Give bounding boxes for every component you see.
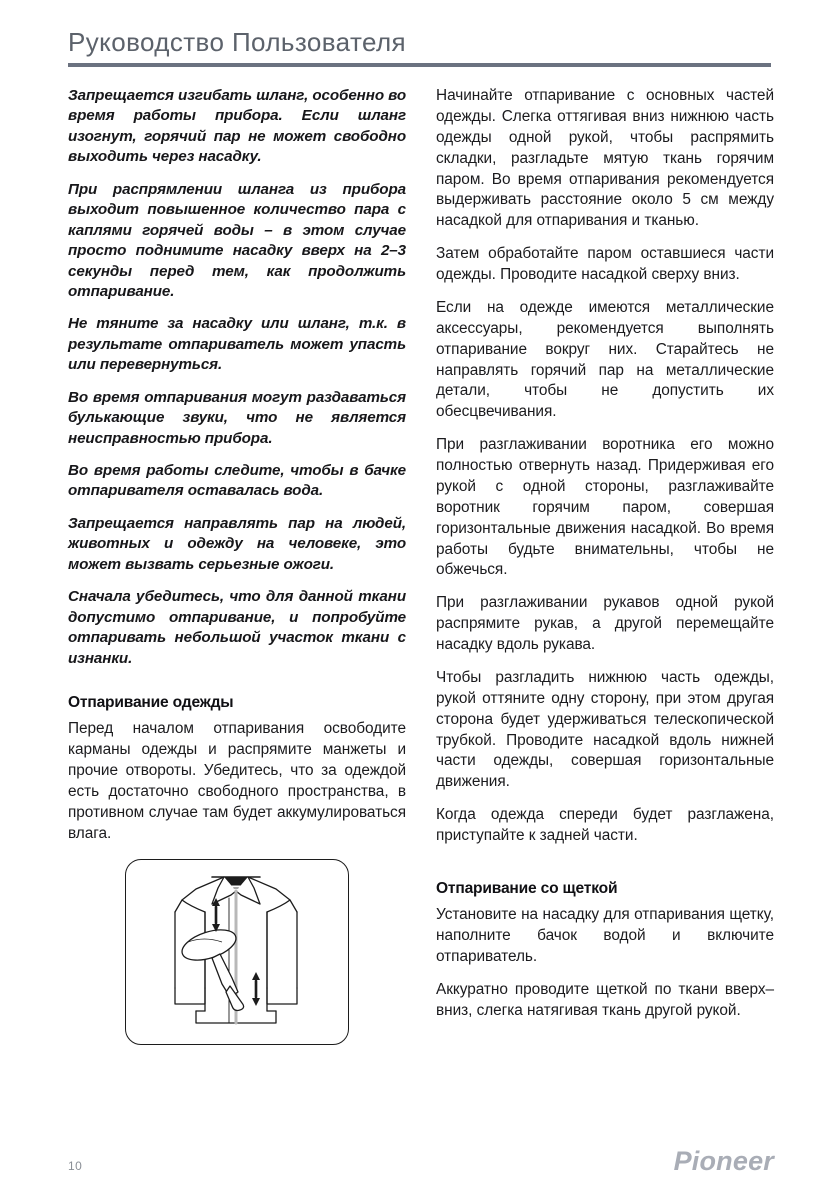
- body-paragraph: Чтобы разгладить нижнюю часть одежды, рукой оттяните одну сторону, при этом другая сторона будет удерживаться телескопической трубкой. Проводите насадкой вдоль нижней части одежды, совершая горизонтальные движения.: [436, 668, 774, 791]
- body-paragraph: Перед началом отпаривания освободите карманы одежды и распрямите манжеты и прочие отвороты. Убедитесь, что за одеждой есть достаточно свободного пространства, в противном случае там будет аккумулироваться влага.: [68, 720, 406, 842]
- body-paragraph: Когда одежда спереди будет разглажена, приступайте к задней части.: [436, 806, 774, 844]
- content-columns: [68, 86, 774, 1045]
- body-paragraph: Установите на насадку для отпаривания щетку, наполните бачок водой и включите отпариватель.: [436, 906, 774, 966]
- page-number: 10: [68, 1159, 83, 1173]
- shirt-steaming-icon: [126, 860, 347, 1043]
- body-paragraph: Начинайте отпаривание с основных частей одежды. Слегка оттягивая вниз нижнюю часть одежды одной рукой, чтобы распрямить складки, разгладьте мятую ткань горячим паром. Во время отпаривания рекомендуется выдерживать расстояние около 5 см между насадкой для отпаривания и тканью.: [436, 87, 774, 230]
- section-heading-clothes-steaming: Отпаривание одежды: [68, 693, 234, 711]
- body-paragraph: Если на одежде имеются металлические аксессуары, рекомендуется выполнять отпаривание вокруг них. Старайтесь не направлять горячий пар на металлические детали, чтобы не допустить их обесцвечивания.: [436, 298, 774, 421]
- left-column: [68, 86, 406, 1045]
- figure-container: [68, 859, 406, 1045]
- warning-paragraph: При распрямлении шланга из прибора выходит повышенное количество пара с каплями горячей воды – в этом случае просто поднимите насадку вверх на 2–3 секунды перед тем, как продолжить отпаривание.: [68, 180, 406, 300]
- warning-paragraph: Запрещается изгибать шланг, особенно во время работы прибора. Если шланг изогнут, горячий пар не может свободно выходить через насадку.: [68, 87, 406, 166]
- header-divider: [68, 63, 771, 67]
- page-footer: [68, 1146, 774, 1177]
- body-paragraph: При разглаживании воротника его можно полностью отвернуть назад. Придерживая его рукой с одной стороны, разглаживайте воротник горячим паром, совершая горизонтальные движения насадкой. Во время работы будьте внимательны, чтобы не обжечься.: [436, 436, 774, 579]
- body-paragraph: При разглаживании рукавов одной рукой распрямите рукав, а другой перемещайте насадку вдоль рукава.: [436, 594, 774, 653]
- body-paragraph: Затем обработайте паром оставшиеся части одежды. Проводите насадкой сверху вниз.: [436, 245, 774, 283]
- warning-paragraph: Запрещается направлять пар на людей, животных и одежду на человеке, это может вызвать серьезные ожоги.: [68, 514, 406, 573]
- shirt-steaming-illustration: [125, 859, 349, 1045]
- page-header: [68, 28, 771, 67]
- page-title: Руководство Пользователя: [68, 27, 407, 57]
- right-column: [436, 86, 774, 1045]
- warning-paragraph: Сначала убедитесь, что для данной ткани допустимо отпаривание, и попробуйте отпаривать небольшой участок ткани с изнанки.: [68, 588, 406, 667]
- warning-paragraph: Не тяните за насадку или шланг, т.к. в результате отпариватель может упасть или перевернуться.: [68, 315, 406, 374]
- arrow-up-down-icon: [252, 972, 260, 1006]
- warning-paragraph: Во время работы следите, чтобы в бачке отпаривателя оставалась вода.: [68, 462, 406, 500]
- warning-paragraph: Во время отпаривания могут раздаваться булькающие звуки, что не является неисправностью прибора.: [68, 388, 406, 447]
- body-paragraph: Аккуратно проводите щеткой по ткани вверх–вниз, слегка натягивая ткань другой рукой.: [436, 980, 774, 1019]
- section-spacer: [68, 681, 406, 687]
- section-spacer: [436, 859, 774, 873]
- section-heading-brush-steaming: Отпаривание со щеткой: [436, 879, 618, 897]
- brand-logo: Pioneer: [673, 1146, 774, 1176]
